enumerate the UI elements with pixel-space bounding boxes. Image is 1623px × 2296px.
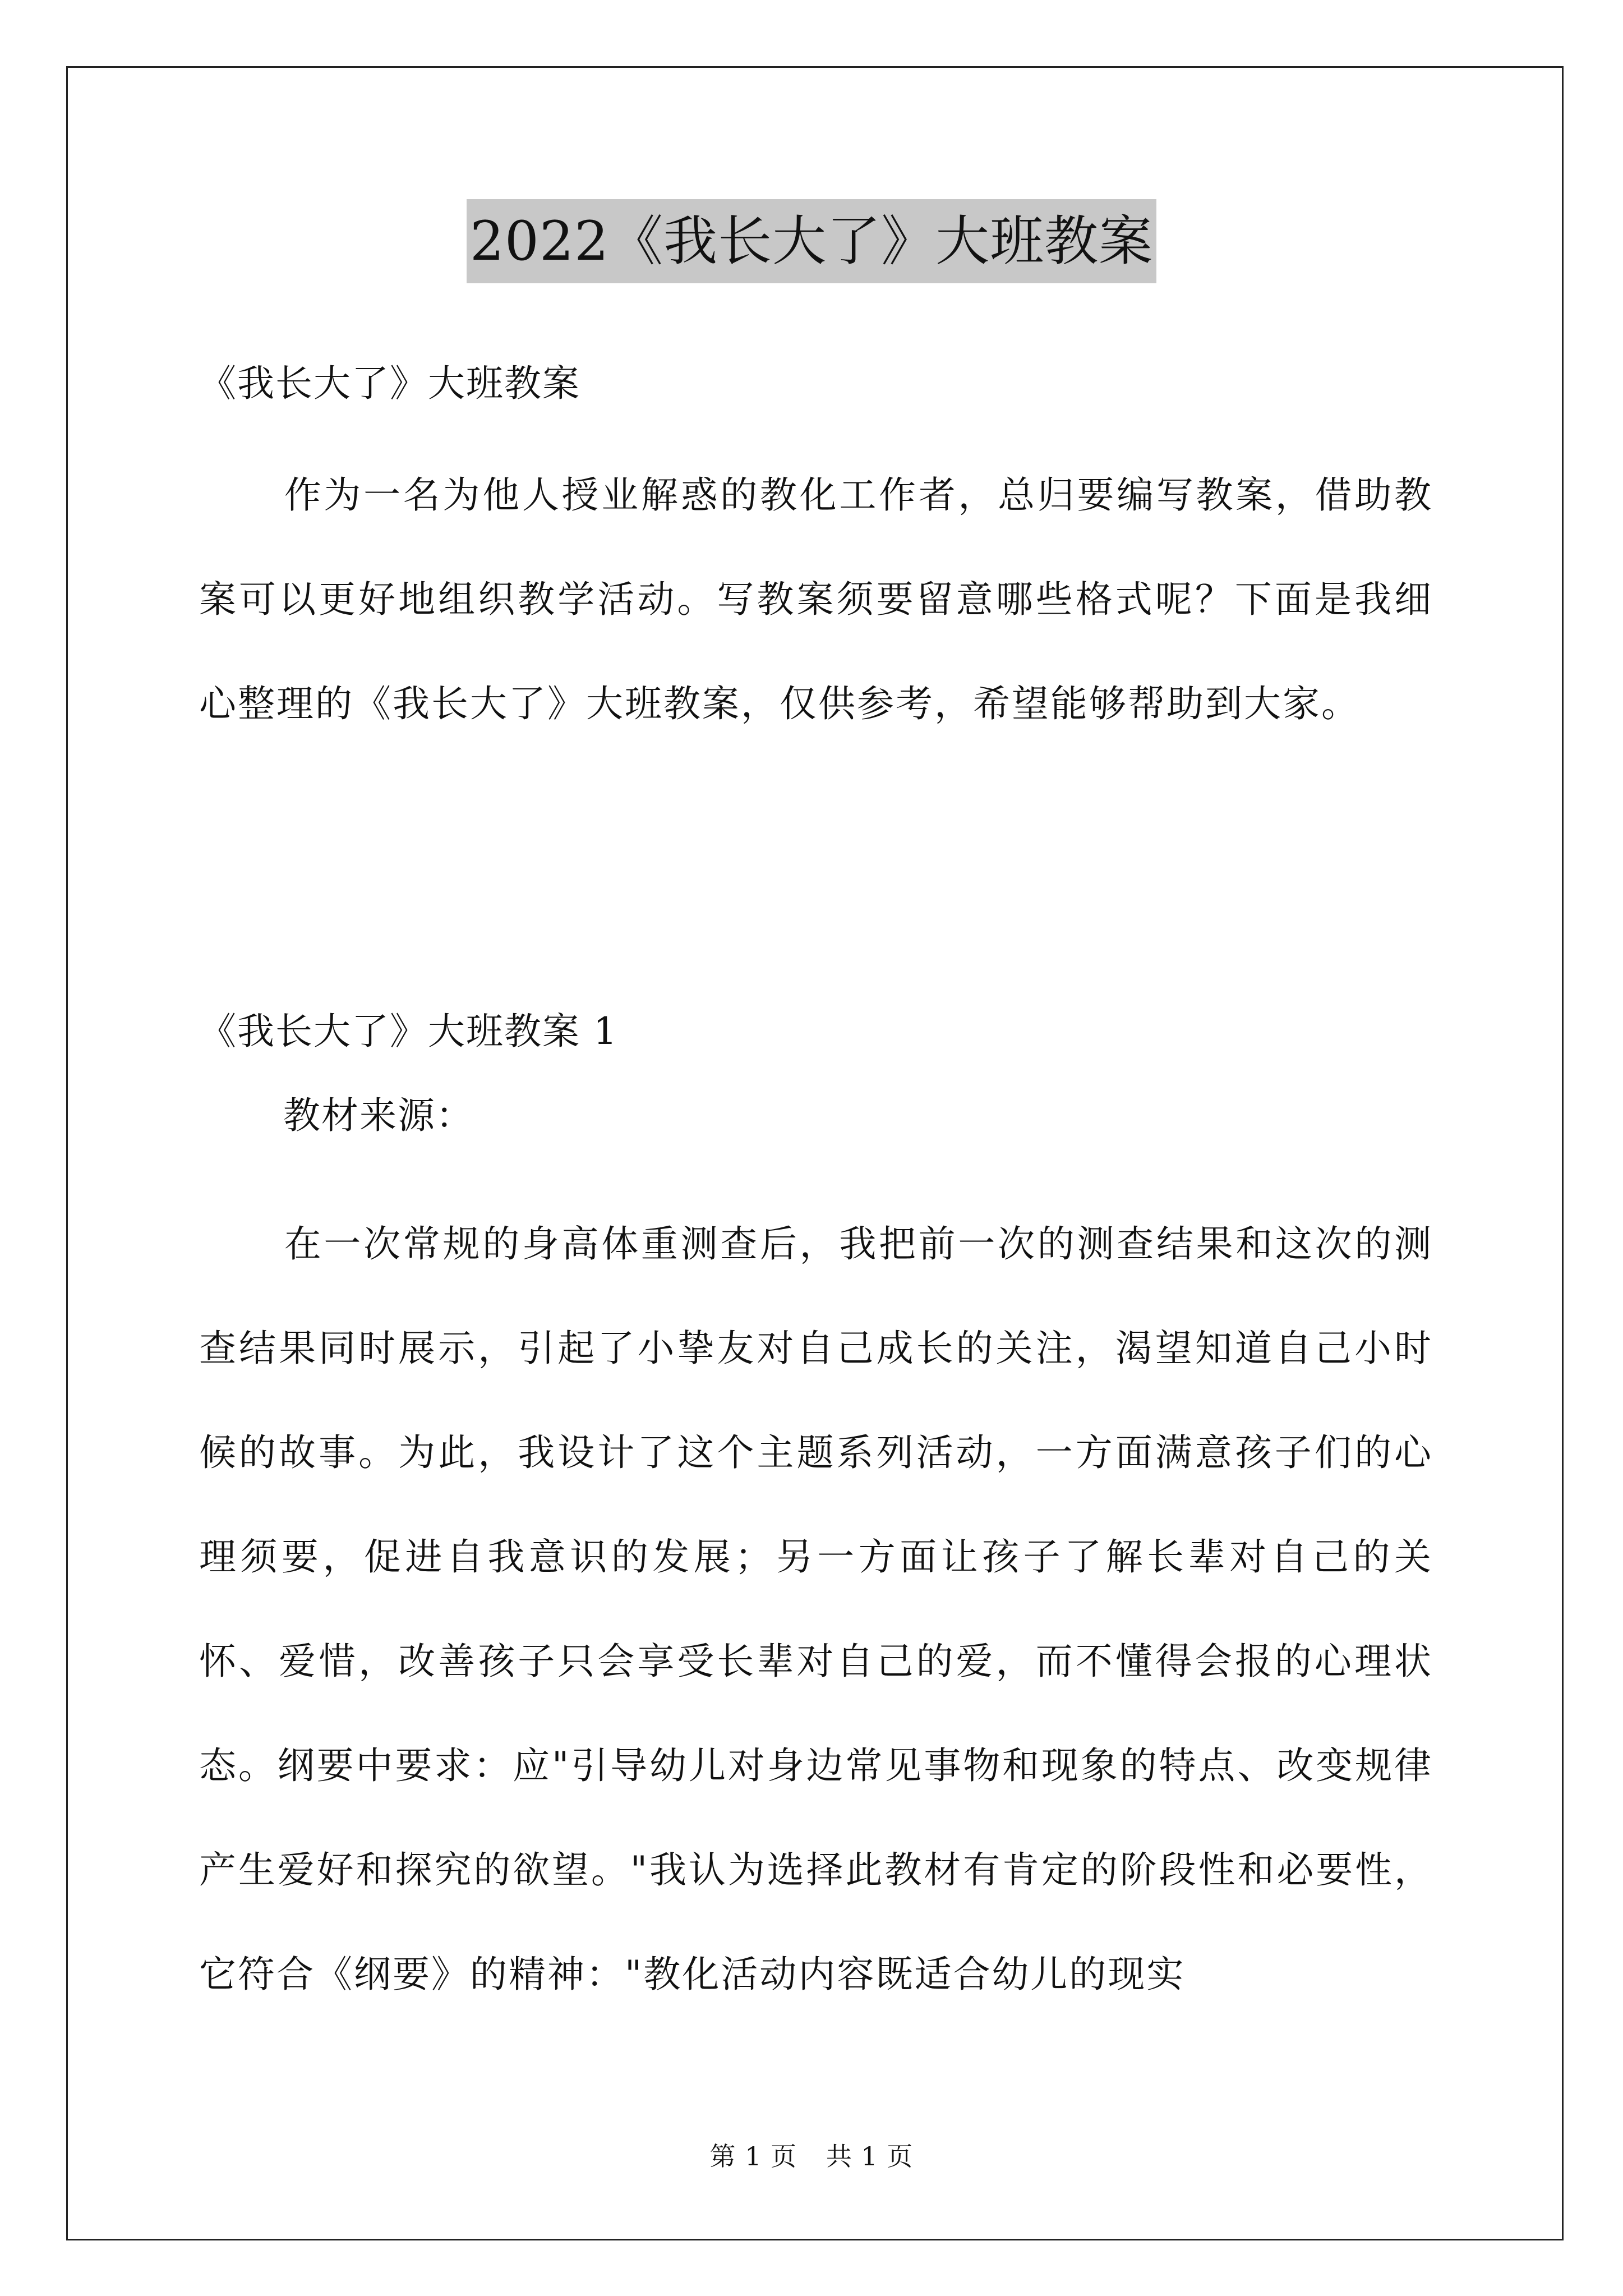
page-number: 第 1 页 — [709, 2141, 797, 2171]
document-title-text: 2022《我长大了》大班教案 — [467, 199, 1156, 283]
section-heading: 《我长大了》大班教案 1 — [199, 1010, 618, 1053]
subtitle: 《我长大了》大班教案 — [199, 362, 580, 405]
section-body-paragraph — [199, 1192, 1433, 2027]
total-pages: 共 1 页 — [826, 2141, 914, 2171]
intro-text: 作为一名为他人授业解惑的教化工作者，总归要编写教案，借助教案可以更好地组织教学活动。写教案须要留意哪些格式呢？下面是我细心整理的《我长大了》大班教案，仅供参考，希望能够帮助到大家。 — [199, 473, 1433, 725]
document-title — [0, 199, 1623, 283]
source-label: 教材来源： — [283, 1094, 474, 1137]
intro-paragraph — [199, 443, 1433, 756]
section-body-text: 在一次常规的身高体重测查后，我把前一次的测查结果和这次的测查结果同时展示，引起了小挚友对自己成长的关注，渴望知道自己小时候的故事。为此，我设计了这个主题系列活动，一方面满意孩子们的心理须要，促进自我意识的发展；另一方面让孩子了解长辈对自己的关怀、爱惜，改善孩子只会享受长辈对自己的爱，而不懂得会报的心理状态。纲要中要求：应"引导幼儿对身边常见事物和现象的特点、改变规律产生爱好和探究的欲望。"我认为选择此教材有肯定的阶段性和必要性，它符合《纲要》的精神："教化活动内容既适合幼儿的现实 — [199, 1222, 1433, 1996]
page-footer — [0, 2136, 1623, 2173]
